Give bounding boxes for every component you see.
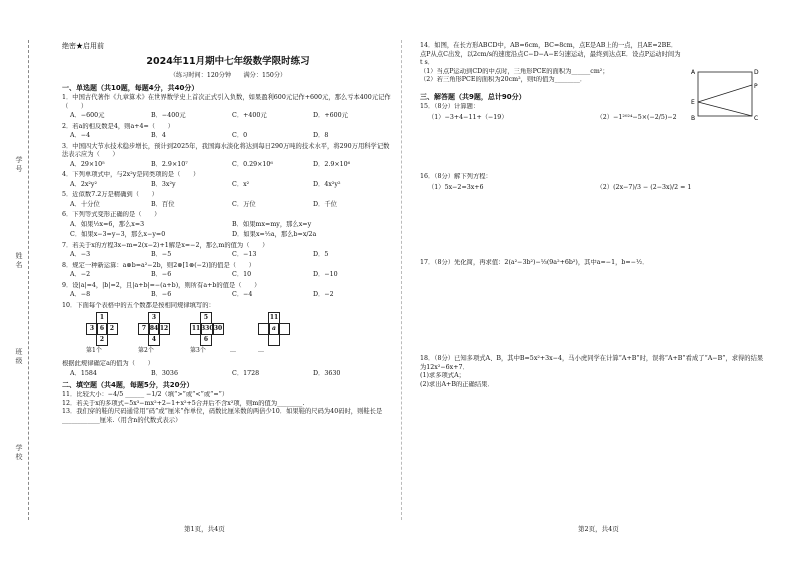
footer-right: 第2页，共4页: [578, 525, 619, 533]
option: C．−13: [232, 251, 257, 259]
question-11: 11．比较大小：−4/5 ______ −1/2（填“>”或“<”或“=”）: [62, 391, 229, 399]
cube-cell: 1: [96, 312, 108, 324]
cube-cell: 84: [148, 323, 160, 335]
segment-ep: [698, 85, 752, 102]
option: A．29×10⁵: [70, 160, 105, 168]
option: A．−8: [70, 291, 91, 299]
question-7: 7．若关于x的方程3x−m=2(x−2)+1解是x=−2，那么m的值为（ ）: [62, 241, 269, 249]
option: C．−4: [232, 291, 253, 299]
question-6-options-cd: [70, 231, 394, 240]
option: B．百位: [151, 200, 175, 208]
option: B．−6: [151, 271, 172, 279]
question-13: 13．我们穿的鞋的尺码通常用“码”或“厘米”作单位，码数比厘米数的两倍少10．如果鞋的尺码为40码时，则鞋长是____________厘米.（用含n的代数式表示）: [62, 408, 383, 424]
option: A．十分位: [70, 200, 100, 208]
binding-margin: [0, 0, 55, 561]
question-16: 16．（8分）解下列方程：: [420, 172, 492, 180]
option: C．10: [232, 271, 252, 279]
binding-label-school: 学校: [15, 444, 23, 462]
option: B．如果mx=my，那么x=y: [232, 220, 312, 228]
question-5: 5．近似数7.2万是精确到（ ）: [62, 191, 158, 199]
question-8: 8．规定一种新运算：a⊗b=a²−2b，则2⊗[1⊗(−2)]的值是（ ）: [62, 261, 255, 269]
exam-subtitle: （练习时间：120分钟 满分：150分）: [169, 72, 287, 80]
question-17: 17．（8分）先化简，再求值：2(a²−3b²)−⅓(9a²+6b²)，其中a=−1，b=−½．: [420, 258, 649, 266]
option: D．8: [313, 132, 329, 140]
question-7-options: [70, 251, 394, 260]
question-10: 10．下面每个表格中的五个数都是按相同规律填写的：: [62, 301, 215, 309]
question-9: 9．设|a|=4，|b|=2，且|a+b|=−(a+b)，则所有a+b的值是（ ）: [62, 281, 261, 289]
cube-cell: 11: [190, 323, 202, 335]
option: D．+600元: [313, 112, 348, 120]
question-12: 12．若关于x的多项式−5x³−mx²+2−1+x²+5合并后不含x²项，则m的值为________.: [62, 399, 305, 407]
option: C．1728: [232, 369, 260, 377]
option: D．4x²y²: [313, 180, 341, 188]
binding-line: [28, 40, 29, 520]
cube-cell: 11: [268, 312, 280, 324]
cube-cell: 7: [138, 323, 150, 335]
question-2: 2．若a的相反数是4，则a+4=（ ）: [62, 122, 174, 130]
cube-cell: 330: [200, 323, 214, 335]
question-14-part-2: （2）若三角形PCE的面积为20cm²，则t的值为________．: [420, 76, 587, 83]
option: D．−2: [313, 291, 334, 299]
figure-caption: 第1个: [86, 347, 102, 355]
question-16-part-2: （2）(2x−7)/3 − (2−3x)/2 = 1: [596, 184, 692, 192]
question-6-options-ab: [70, 221, 394, 230]
option: B．−6: [151, 291, 172, 299]
option: B．−400元: [151, 112, 186, 120]
question-1-options: [70, 112, 394, 121]
option: A．−3: [70, 251, 91, 259]
option: A．−4: [70, 132, 91, 140]
label-e: E: [691, 99, 695, 106]
option: B．−5: [151, 251, 172, 259]
segment-ec: [698, 102, 752, 116]
binding-label-name: 姓名: [15, 252, 23, 270]
option: C．万位: [232, 200, 256, 208]
page-divider: [401, 40, 402, 520]
cube-cell: [268, 334, 280, 346]
cube-cell: 6: [96, 323, 108, 335]
cube-cell: 30: [212, 323, 224, 335]
question-9-options: [70, 291, 394, 300]
question-1: 1．中国古代著作《九章算术》在世界数学史上首次正式引入负数，如果盈利600元记作+600元，那么亏本400元记作（ ）: [62, 94, 391, 110]
question-18: 18．（8分）已知多项式A、B，其中B=5x²+3x−4，马小虎同学在计算“A+B”时，误将“A+B”看成了“A−B”，求得的结果为12x²−6x+7．: [420, 355, 764, 371]
option: A．−600元: [70, 112, 105, 120]
question-3: 3．中国四大节水技术稳步增长，预计到2025年，我国海水淡化将达到每日290万吨的技术水平，将290万用科学记数法表示应为（ ）: [62, 142, 390, 159]
option: C．如果x−3=y−3，那么x−y=0: [70, 231, 166, 239]
pattern-figures: [86, 312, 394, 358]
figure-caption: …: [230, 347, 236, 355]
figure-caption: 第2个: [138, 347, 154, 355]
cube-cell: 3: [148, 312, 160, 324]
label-b: B: [691, 115, 696, 122]
option: B．3x²y: [151, 180, 176, 188]
option: A．2x²y²: [70, 180, 98, 188]
label-p: P: [754, 83, 758, 90]
question-15-part-2: （2）−1²⁰²⁴−5×(−2/5)−2: [596, 114, 677, 122]
option: D．千位: [313, 200, 337, 208]
question-16-parts: [428, 184, 765, 193]
figure-caption: 第3个: [190, 347, 206, 355]
question-3-options: [70, 161, 394, 170]
question-10-tail: 根据此规律确定a的值为（ ）: [62, 360, 154, 368]
question-8-options: [70, 271, 394, 280]
exam-title: 2024年11月期中七年级数学限时练习: [146, 56, 310, 68]
question-6: 6．下列等式变形正确的是（ ）: [62, 211, 161, 219]
question-15: 15．（8分）计算题：: [420, 102, 480, 110]
question-2-options: [70, 132, 394, 141]
cube-cell: 3: [86, 323, 98, 335]
section-title-fill-in: 二、填空题（共4题，每题5分，共20分）: [62, 381, 194, 390]
option: C．0: [232, 132, 248, 140]
option: B．3036: [151, 369, 178, 377]
secret-mark: 绝密★启用前: [62, 42, 104, 50]
question-5-options: [70, 201, 394, 210]
option: D．5: [313, 251, 329, 259]
option: C．+400元: [232, 112, 267, 120]
option: B．2.9×10⁷: [151, 160, 188, 168]
cube-cell: 6: [200, 334, 212, 346]
option: A．−2: [70, 271, 91, 279]
question-4: 4．下列单项式中，与2x²y是同类项的是（ ）: [62, 171, 200, 179]
cube-cell: 5: [200, 312, 212, 324]
section-title-single-choice: 一、单选题（共10题，每题4分，共40分）: [62, 83, 199, 92]
label-c: C: [754, 115, 759, 122]
question-4-options: [70, 181, 394, 190]
option: A．1584: [70, 369, 97, 377]
label-d: D: [754, 69, 759, 76]
option: D．2.9×10⁶: [313, 160, 351, 168]
cube-cell: a: [268, 323, 280, 335]
option: A．如果½x=6，那么x=3: [70, 220, 145, 228]
question-18-part-2: (2)求出A+B的正确结果．: [420, 380, 494, 388]
binding-label-class: 班级: [15, 348, 23, 366]
cube-cell: 12: [158, 323, 170, 335]
question-16-part-1: （1）5x−2=3x+6: [428, 184, 484, 192]
question-10-options: [70, 370, 394, 379]
label-a: A: [691, 69, 696, 76]
question-14-part-1: （1）当点P运动到CD的中点时，三角形PCE的面积为______cm²；: [420, 67, 609, 75]
option: D．−10: [313, 271, 338, 279]
figure-captions: [86, 347, 278, 355]
option: D．如果x=½a，那么b=x/2a: [232, 231, 317, 239]
question-14: 14．如图，在长方形ABCD中，AB=6cm，BC=8cm，点E是AB上的一点，且AE=2BE．点P从点C出发，以2cm/s的速度沿点C−D−A−E匀速运动，最终到达点E．设点P运动时间为t s．: [420, 42, 681, 66]
section-title-solve: 三、解答题（共9题，总计90分）: [420, 92, 526, 101]
page-left: [62, 42, 394, 425]
question-18-part-1: (1)求多项式A；: [420, 372, 465, 380]
rectangle-figure: [690, 66, 760, 122]
question-15-part-1: （1）−3+4−11+（−19）: [428, 114, 508, 122]
option: C．0.29×10⁶: [232, 160, 273, 168]
binding-label-student-number: 学号: [15, 156, 23, 174]
option: D．3630: [313, 369, 341, 377]
cube-cell: 2: [96, 334, 108, 346]
option: B．4: [151, 132, 166, 140]
footer-left: 第1页，共4页: [184, 525, 225, 533]
figure-caption: …: [258, 347, 264, 355]
option: C．x²: [232, 180, 250, 188]
cube-cell: 2: [106, 323, 118, 335]
cube-cell: 4: [148, 334, 160, 346]
